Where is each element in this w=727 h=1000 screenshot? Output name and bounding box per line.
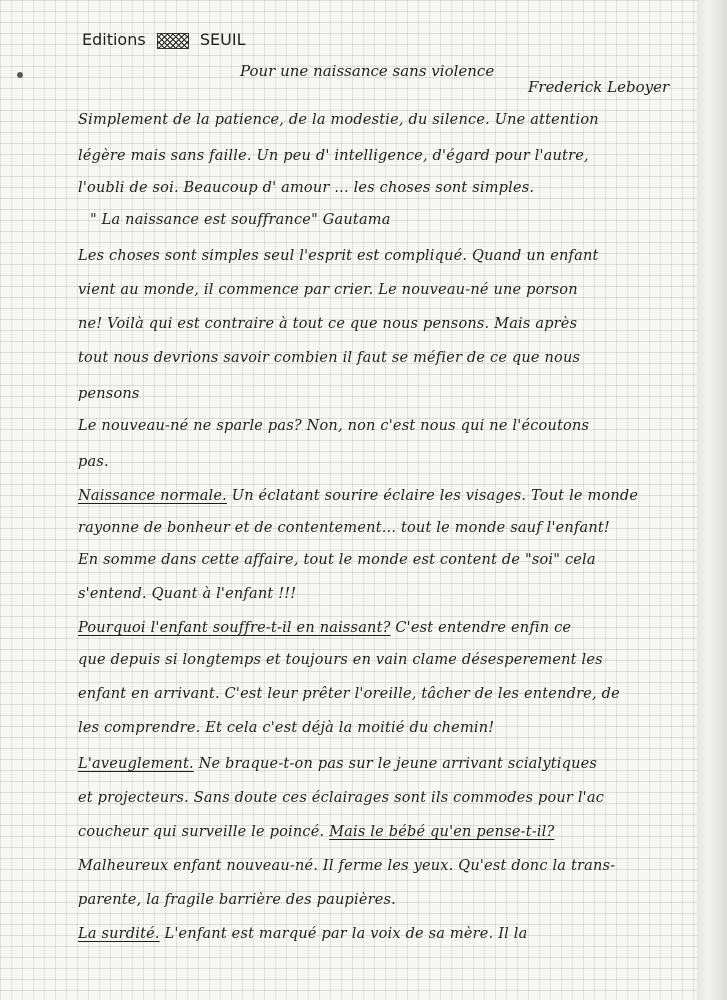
text-line-12: [78, 488, 690, 504]
publisher-line: [82, 30, 246, 49]
page-edge: [697, 0, 727, 1000]
text-line-16-rest: C'est entendre enfin ce: [395, 620, 572, 636]
text-line-7: ne! Voilà qui est contraire à tout ce que nous pensons. Mais après: [78, 316, 578, 332]
publisher-logo-icon: [157, 33, 189, 49]
underlined-heading-pourquoi: Pourquoi l'enfant souffre-t-il en naissant?: [78, 620, 391, 636]
text-line-17: que depuis si longtemps et toujours en vain clame désesperement les: [78, 652, 603, 668]
document-author: Frederick Leboyer: [528, 78, 670, 96]
text-line-21: et projecteurs. Sans doute ces éclairages sont ils commodes pour l'ac: [78, 790, 605, 806]
underlined-heading-aveuglement: L'aveuglement.: [78, 756, 194, 772]
text-line-19: les comprendre. Et cela c'est déjà la moitié du chemin!: [78, 720, 495, 736]
text-line-25-rest: L'enfant est marqué par la voix de sa mère. Il la: [164, 926, 528, 942]
text-line-20-rest: Ne braque-t-on pas sur le jeune arrivant scialytiques: [198, 756, 598, 772]
text-line-2: légère mais sans faille. Un peu d' intelligence, d'égard pour l'autre,: [78, 148, 589, 164]
publisher-name: SEUIL: [199, 30, 246, 49]
text-line-3: l'oubli de soi. Beaucoup d' amour ... les choses sont simples.: [78, 180, 535, 196]
text-line-20: [78, 756, 690, 772]
text-line-18: enfant en arrivant. C'est leur prêter l'oreille, tâcher de les entendre, de: [78, 686, 620, 702]
punch-hole-mark: [17, 72, 23, 78]
text-line-16: [78, 620, 690, 636]
text-line-15: s'entend. Quant à l'enfant !!!: [78, 586, 297, 602]
text-line-10: Le nouveau-né ne sparle pas? Non, non c'est nous qui ne l'écoutons: [78, 418, 590, 434]
text-line-1: Simplement de la patience, de la modestie, du silence. Une attention: [78, 112, 599, 128]
text-line-22-start: coucheur qui surveille le poincé.: [78, 824, 325, 840]
text-line-25: [78, 926, 690, 942]
text-line-9: pensons: [78, 386, 140, 402]
document-title: Pour une naissance sans violence: [240, 62, 495, 80]
text-line-11: pas.: [78, 454, 109, 470]
text-line-13: rayonne de bonheur et de contentement... tout le monde sauf l'enfant!: [78, 520, 610, 536]
underlined-heading-surdite: La surdité.: [78, 926, 160, 942]
text-line-23: Malheureux enfant nouveau-né. Il ferme les yeux. Qu'est donc la trans-: [78, 858, 616, 874]
text-line-6: vient au monde, il commence par crier. Le nouveau-né une porson: [78, 282, 578, 298]
text-line-8: tout nous devrions savoir combien il faut se méfier de ce que nous: [78, 350, 581, 366]
text-line-12-rest: Un éclatant sourire éclaire les visages. Tout le monde: [231, 488, 639, 504]
underlined-heading-naissance: Naissance normale.: [78, 488, 227, 504]
underlined-question-bebe: Mais le bébé qu'en pense-t-il?: [329, 824, 555, 840]
text-line-14: En somme dans cette affaire, tout le monde est content de "soi" cela: [78, 552, 596, 568]
text-line-5: Les choses sont simples seul l'esprit est compliqué. Quand un enfant: [78, 248, 599, 264]
publisher-prefix: Editions: [82, 30, 146, 49]
text-line-24: parente, la fragile barrière des paupières.: [78, 892, 396, 908]
text-line-22: [78, 824, 690, 840]
text-line-4: " La naissance est souffrance" Gautama: [90, 212, 391, 228]
